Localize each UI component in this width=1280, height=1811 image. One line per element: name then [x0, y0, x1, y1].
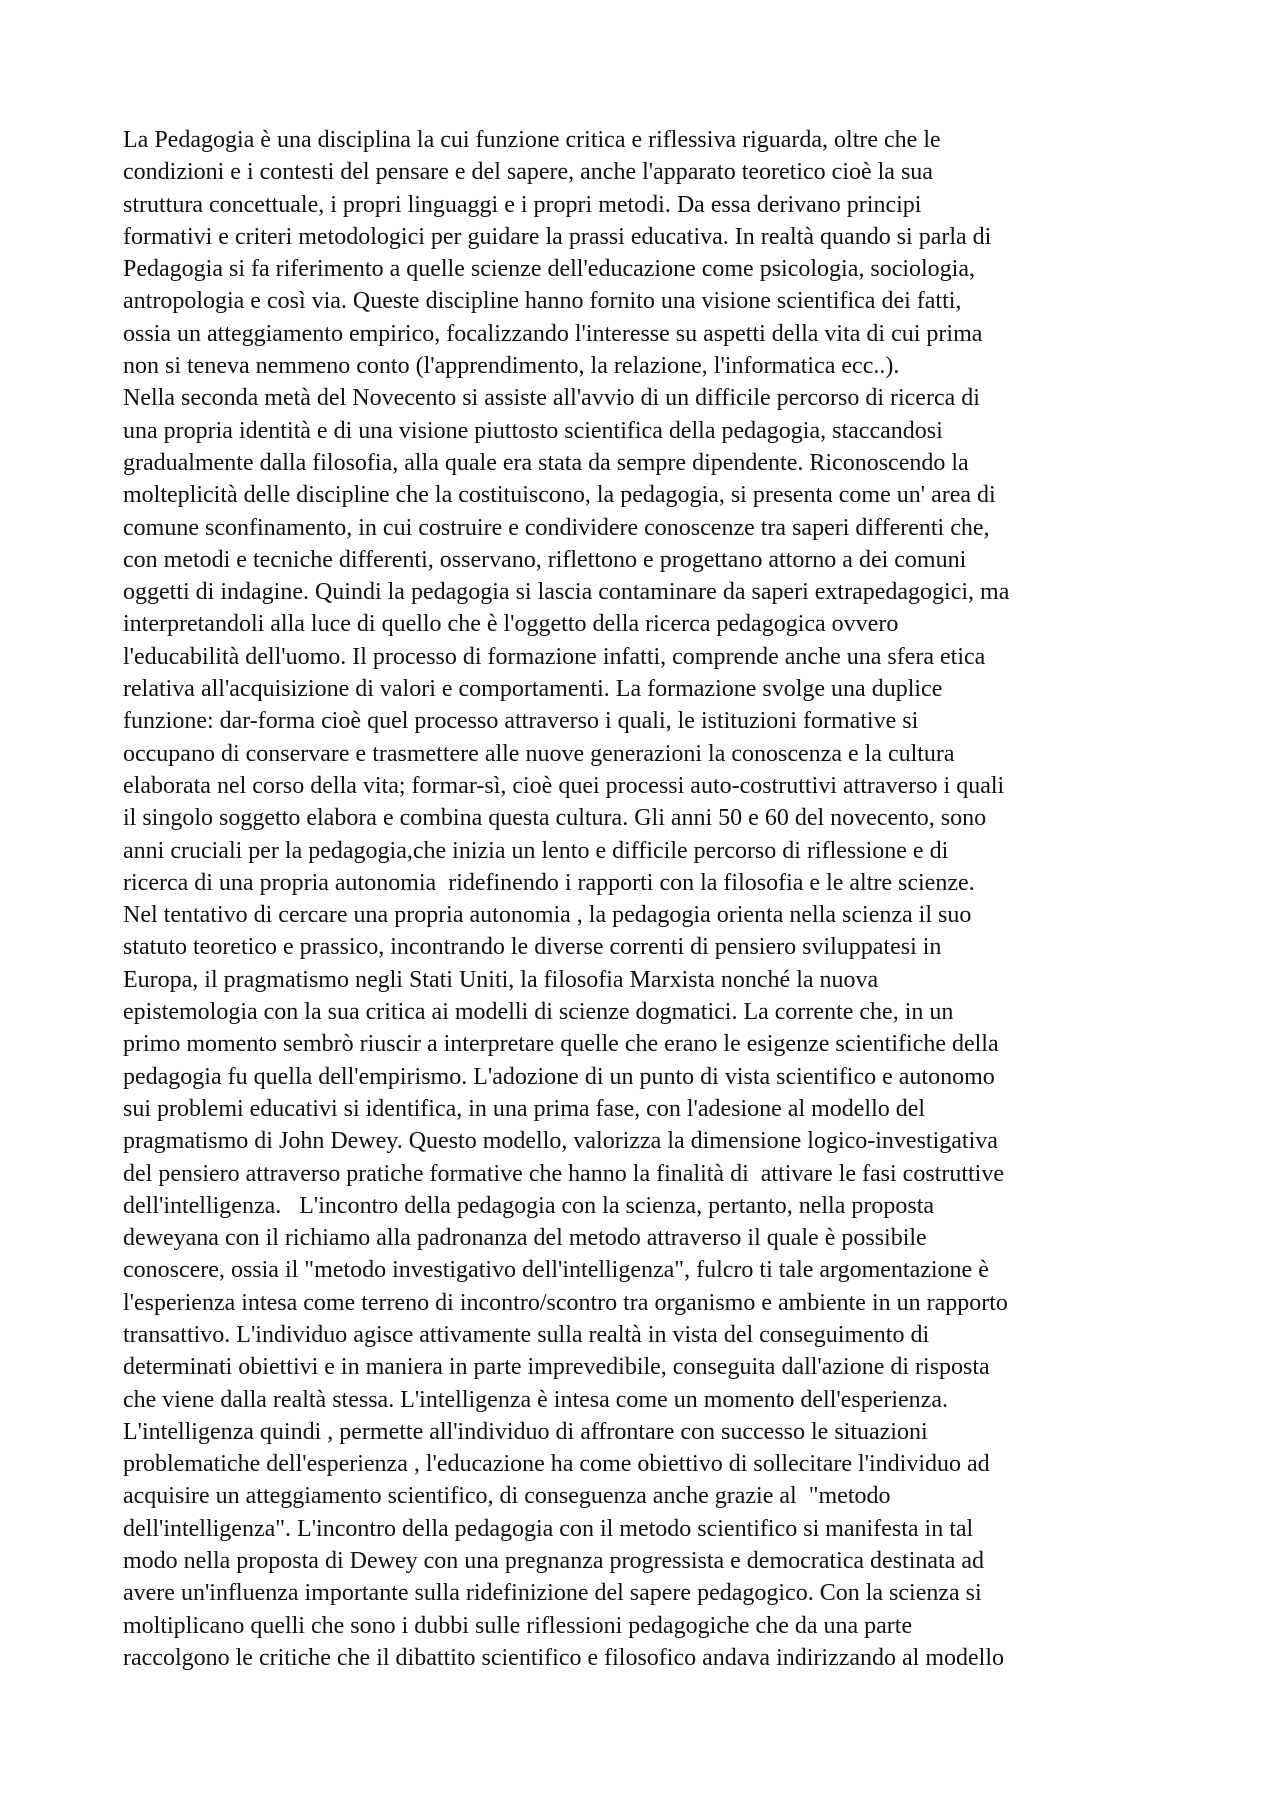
text-line: interpretandoli alla luce di quello che è l'oggetto della ricerca pedagogica ovvero	[123, 611, 899, 638]
text-line: ossia un atteggiamento empirico, focalizzando l'interesse su aspetti della vita di cui prima	[123, 320, 983, 347]
text-line: condizioni e i contesti del pensare e del sapere, anche l'apparato teoretico cioè la sua	[123, 159, 933, 186]
text-line: formativi e criteri metodologici per guidare la prassi educativa. In realtà quando si parla di	[123, 223, 992, 250]
text-line: Nella seconda metà del Novecento si assiste all'avvio di un difficile percorso di ricerca di	[123, 385, 980, 412]
text-line: dell'intelligenza". L'incontro della pedagogia con il metodo scientifico si manifesta in tal	[123, 1515, 974, 1542]
text-line: problematiche dell'esperienza , l'educazione ha come obiettivo di sollecitare l'individuo ad	[123, 1451, 990, 1478]
text-line: pragmatismo di John Dewey. Questo modello, valorizza la dimensione logico-investigativa	[123, 1128, 998, 1155]
text-line: dell'intelligenza. L'incontro della pedagogia con la scienza, pertanto, nella proposta	[123, 1192, 935, 1219]
text-line: antropologia e così via. Queste discipline hanno fornito una visione scientifica dei fatti,	[123, 288, 962, 315]
text-line: Nel tentativo di cercare una propria autonomia , la pedagogia orienta nella scienza il suo	[123, 902, 972, 929]
text-line: l'esperienza intesa come terreno di incontro/scontro tra organismo e ambiente in un rapporto	[123, 1289, 1008, 1316]
text-line: statuto teoretico e prassico, incontrando le diverse correnti di pensiero sviluppatesi in	[123, 934, 942, 961]
text-line: oggetti di indagine. Quindi la pedagogia si lascia contaminare da saperi extrapedagogici, ma	[123, 579, 1010, 606]
text-line: occupano di conservare e trasmettere alle nuove generazioni la conoscenza e la cultura	[123, 740, 955, 767]
text-line: ricerca di una propria autonomia ridefinendo i rapporti con la filosofia e le altre scienze.	[123, 869, 975, 896]
text-line: funzione: dar-forma cioè quel processo attraverso i quali, le istituzioni formative si	[123, 708, 919, 735]
text-line: anni cruciali per la pedagogia,che inizia un lento e difficile percorso di riflessione e di	[123, 837, 949, 864]
text-line: deweyana con il richiamo alla padronanza del metodo attraverso il quale è possibile	[123, 1225, 927, 1252]
text-line: struttura concettuale, i propri linguaggi e i propri metodi. Da essa derivano principi	[123, 191, 922, 218]
text-line: moltiplicano quelli che sono i dubbi sulle riflessioni pedagogiche che da una parte	[123, 1612, 913, 1639]
text-line: non si teneva nemmeno conto (l'apprendimento, la relazione, l'informatica ecc..).	[123, 353, 900, 380]
text-line: avere un'influenza importante sulla ridefinizione del sapere pedagogico. Con la scienza si	[123, 1580, 982, 1607]
text-line: elaborata nel corso della vita; formar-sì, cioè quei processi auto-costruttivi attraverso i quali	[123, 772, 1005, 799]
text-line: determinati obiettivi e in maniera in parte imprevedibile, conseguita dall'azione di risposta	[123, 1354, 990, 1381]
text-line: che viene dalla realtà stessa. L'intelligenza è intesa come un momento dell'esperienza.	[123, 1386, 948, 1413]
text-line: Pedagogia si fa riferimento a quelle scienze dell'educazione come psicologia, sociologia,	[123, 256, 975, 283]
text-line: una propria identità e di una visione piuttosto scientifica della pedagogia, staccandosi	[123, 417, 943, 444]
text-line: transattivo. L'individuo agisce attivamente sulla realtà in vista del conseguimento di	[123, 1321, 930, 1348]
text-line: raccolgono le critiche che il dibattito scientifico e filosofico andava indirizzando al modello	[123, 1644, 1005, 1671]
text-line: modo nella proposta di Dewey con una pregnanza progressista e democratica destinata ad	[123, 1548, 985, 1575]
text-line: il singolo soggetto elabora e combina questa cultura. Gli anni 50 e 60 del novecento, sono	[123, 805, 987, 832]
text-line: primo momento sembrò riuscir a interpretare quelle che erano le esigenze scientifiche della	[123, 1031, 999, 1058]
text-line: acquisire un atteggiamento scientifico, di conseguenza anche grazie al "metodo	[123, 1483, 891, 1510]
body-text	[123, 124, 1183, 1674]
text-line: pedagogia fu quella dell'empirismo. L'adozione di un punto di vista scientifico e autonomo	[123, 1063, 995, 1090]
text-line: comune sconfinamento, in cui costruire e condividere conoscenze tra saperi differenti che,	[123, 514, 990, 541]
text-line: conoscere, ossia il "metodo investigativo dell'intelligenza", fulcro ti tale argomentazione è	[123, 1257, 989, 1284]
text-line: sui problemi educativi si identifica, in una prima fase, con l'adesione al modello del	[123, 1095, 926, 1122]
text-line: l'educabilità dell'uomo. Il processo di formazione infatti, comprende anche una sfera etica	[123, 643, 986, 670]
text-line: relativa all'acquisizione di valori e comportamenti. La formazione svolge una duplice	[123, 676, 943, 703]
text-line: gradualmente dalla filosofia, alla quale era stata da sempre dipendente. Riconoscendo la	[123, 449, 969, 476]
text-line: del pensiero attraverso pratiche formative che hanno la finalità di attivare le fasi costruttive	[123, 1160, 1004, 1187]
text-line: molteplicità delle discipline che la costituiscono, la pedagogia, si presenta come un' area di	[123, 482, 996, 509]
text-line: La Pedagogia è una disciplina la cui funzione critica e riflessiva riguarda, oltre che le	[123, 127, 941, 153]
text-line: L'intelligenza quindi , permette all'individuo di affrontare con successo le situazioni	[123, 1418, 928, 1445]
text-line: con metodi e tecniche differenti, osservano, riflettono e progettano attorno a dei comuni	[123, 546, 967, 573]
text-line: Europa, il pragmatismo negli Stati Uniti, la filosofia Marxista nonché la nuova	[123, 966, 879, 993]
text-line: epistemologia con la sua critica ai modelli di scienze dogmatici. La corrente che, in un	[123, 999, 954, 1026]
